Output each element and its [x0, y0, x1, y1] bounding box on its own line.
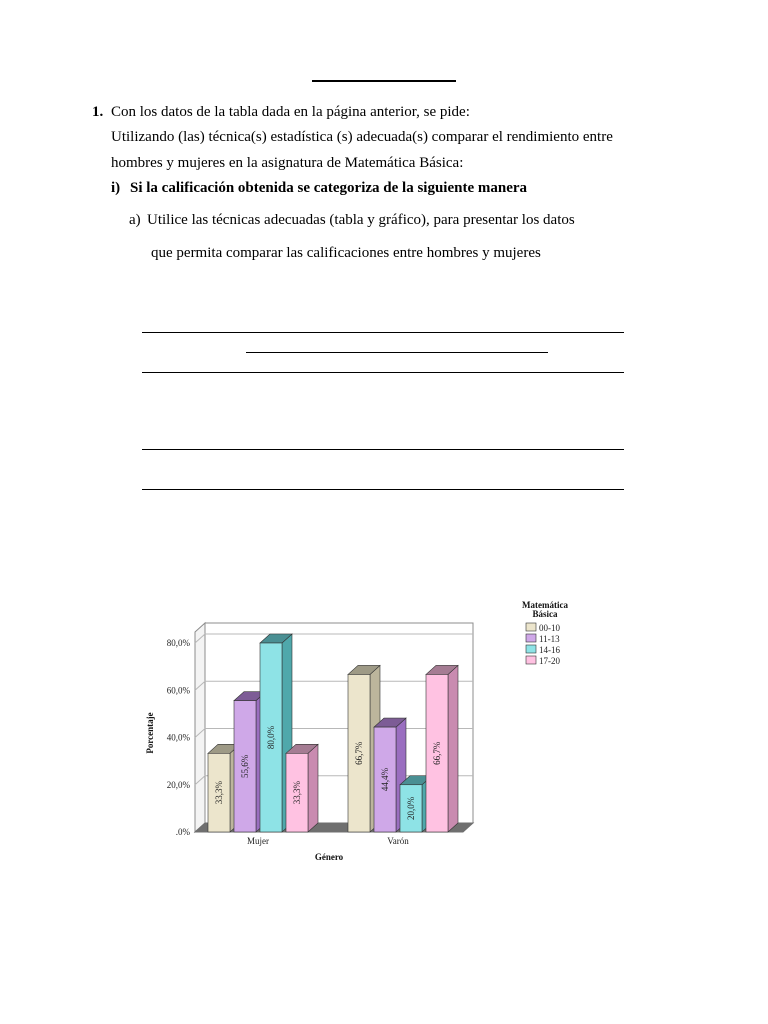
table-rule-header	[246, 352, 548, 353]
x-category-label: Mujer	[247, 836, 269, 846]
question-line-2: Utilizando (las) técnica(s) estadística (s) adecuada(s) comparar el rendimiento entre	[111, 129, 613, 145]
question-line-1: Con los datos de la tabla dada en la página anterior, se pide:	[111, 104, 470, 120]
legend-swatch	[526, 634, 536, 642]
bar-data-label: 66,7%	[354, 741, 364, 765]
question-line-3: hombres y mujeres en la asignatura de Matemática Básica:	[111, 155, 464, 171]
table-rule-mid-2	[142, 449, 624, 450]
subitem-i-marker: i)	[111, 180, 121, 196]
question-number: 1.	[92, 104, 104, 120]
bar-side	[448, 665, 458, 832]
chart-side-wall	[195, 623, 205, 832]
y-tick-label: 80,0%	[166, 638, 190, 648]
legend-title: Básica	[532, 609, 558, 619]
bar-data-label: 66,7%	[432, 741, 442, 765]
bar-data-label: 33,3%	[292, 781, 302, 805]
x-axis-title: Género	[314, 852, 344, 862]
table-rule-mid-1	[142, 372, 624, 373]
legend-swatch	[526, 623, 536, 631]
y-axis-title: Porcentaje	[145, 712, 155, 754]
legend-label: 14-16	[539, 645, 560, 655]
legend-label: 17-20	[539, 656, 560, 666]
legend-label: 00-10	[539, 623, 560, 633]
legend-swatch	[526, 645, 536, 653]
bar-side	[308, 744, 318, 832]
legend-title: Matemática	[522, 600, 568, 610]
x-category-label: Varón	[387, 836, 409, 846]
bar-data-label: 20,0%	[406, 796, 416, 820]
table-rule-top	[142, 332, 624, 333]
subitem-a-line-2: que permita comparar las calificaciones entre hombres y mujeres	[151, 245, 541, 261]
bar-data-label: 55,6%	[240, 754, 250, 778]
legend-label: 11-13	[539, 634, 560, 644]
table-rule-bottom	[142, 489, 624, 490]
bar-data-label: 80,0%	[266, 725, 276, 750]
subitem-i-text: Si la calificación obtenida se categoriza de la siguiente manera	[130, 180, 528, 196]
subitem-a-marker: a)	[129, 212, 141, 228]
y-tick-label: 60,0%	[166, 685, 190, 696]
y-tick-label: 40,0%	[166, 732, 190, 743]
top-rule	[312, 80, 456, 82]
subitem-a-line-1: Utilice las técnicas adecuadas (tabla y gráfico), para presentar los datos	[147, 212, 575, 228]
y-tick-label: 20,0%	[166, 779, 190, 790]
legend-swatch	[526, 656, 536, 664]
bar-data-label: 33,3%	[214, 781, 224, 805]
bar-data-label: 44,4%	[380, 767, 390, 792]
bar-chart	[0, 580, 768, 880]
y-tick-label: .0%	[175, 827, 190, 837]
